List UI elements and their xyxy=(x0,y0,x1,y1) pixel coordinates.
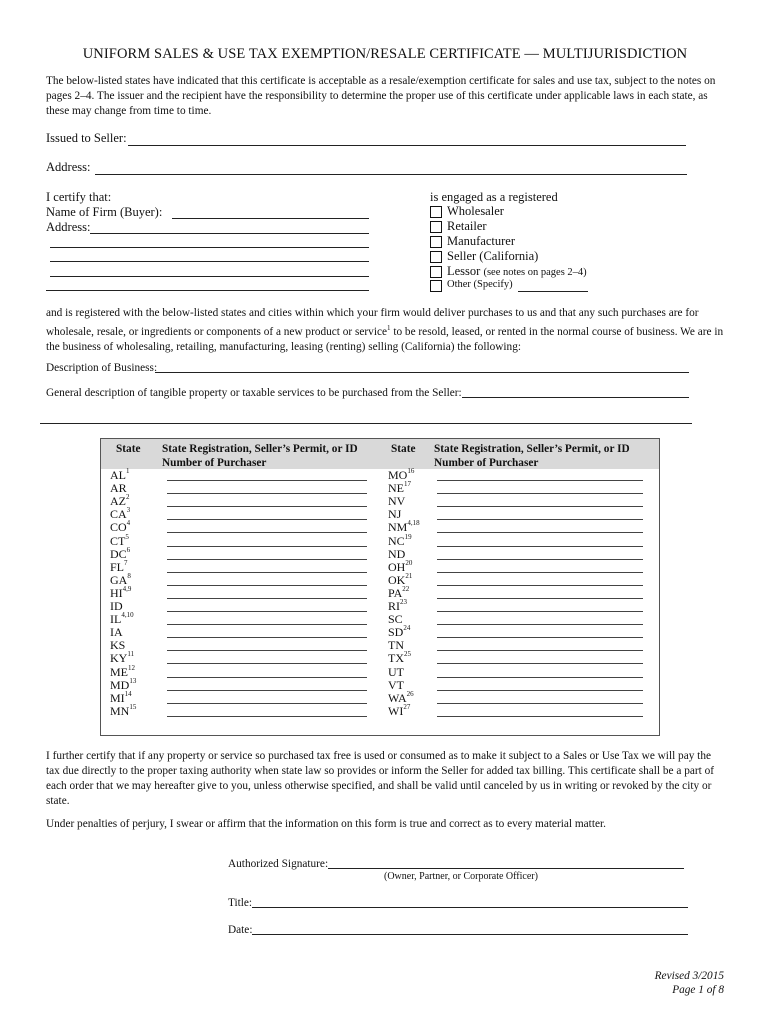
state-code-ca: $CA^3$ xyxy=(110,506,131,522)
revised-date: Revised 3/2015 xyxy=(654,970,724,982)
state-footnote: 16 xyxy=(407,467,415,475)
state-footnote: 27 xyxy=(403,702,411,711)
intro-paragraph: The below-listed states have indicated that this certificate is acceptable as a resale/exemption certificate for sales and use tax, subject to the notes on pages 2–4. The issuer and the recipient have the responsibility to determine the proper use of this certificate under applicable laws in each state, as these may change from time to time. xyxy=(46,75,716,117)
state-footnote: 25 xyxy=(404,650,411,659)
registration-number-field-ut[interactable] xyxy=(437,677,643,678)
lessor-text: Lessor xyxy=(447,264,481,278)
state-footnote: 24 xyxy=(403,624,411,633)
signature-field[interactable] xyxy=(328,868,684,869)
registration-number-field-nj[interactable] xyxy=(437,519,643,520)
registration-number-field-md[interactable] xyxy=(167,690,367,691)
registration-number-field-hi[interactable] xyxy=(167,598,367,599)
date-field[interactable] xyxy=(252,934,688,935)
state-footnote: 4,18 xyxy=(407,519,420,528)
description-label: Description of Business: xyxy=(46,362,158,374)
registration-number-field-ks[interactable] xyxy=(167,650,367,651)
registration-number-field-ky[interactable] xyxy=(167,663,367,664)
state-code-ar: AR xyxy=(110,481,127,496)
registration-number-field-ca[interactable] xyxy=(167,519,367,520)
state-footnote: 3 xyxy=(126,506,131,515)
state-code-mo: MO$^{16}$ xyxy=(388,467,415,482)
registration-number-field-id[interactable] xyxy=(167,611,367,612)
title-field[interactable] xyxy=(252,907,688,908)
other-specify-field[interactable] xyxy=(518,291,588,292)
state-footnote: 7 xyxy=(124,558,128,567)
state-code-nv: NV xyxy=(388,494,406,509)
state-code-nj: NJ xyxy=(388,507,402,522)
state-footnote: 5 xyxy=(125,532,129,541)
retailer-checkbox[interactable] xyxy=(430,221,442,233)
state-code-tx: TX$^{25}$ xyxy=(388,650,411,666)
certify-label: I certify that: xyxy=(46,190,112,204)
state-code-hi: HI$^{4,9}$ xyxy=(110,584,132,600)
state-code-me: ME$^{12}$ xyxy=(110,663,135,679)
lessor-note: (see notes on pages 2–4) xyxy=(483,267,587,278)
col-state-right: State xyxy=(391,443,416,455)
buyer-address-field-3[interactable] xyxy=(50,261,369,262)
registration-number-field-nm[interactable] xyxy=(437,532,643,533)
state-footnote: 23 xyxy=(400,598,407,606)
buyer-address-label: Address: xyxy=(46,220,91,234)
state-code-tn: TN xyxy=(388,638,404,653)
registration-number-field-az[interactable] xyxy=(167,506,367,507)
col-registration-right: State Registration, Seller’s Permit, or ID Number of Purchaser xyxy=(434,443,630,469)
state-code-il: IL$^{4,10}$ xyxy=(110,611,134,627)
form-title: UNIFORM SALES & USE TAX EXEMPTION/RESALE CERTIFICATE — MULTIJURISDICTION xyxy=(82,46,688,62)
buyer-address-field-5[interactable] xyxy=(46,290,369,291)
firm-name-field[interactable] xyxy=(172,218,369,219)
state-footnote: 4 xyxy=(126,519,131,528)
lessor-checkbox[interactable] xyxy=(430,266,442,278)
seller-california-checkbox[interactable] xyxy=(430,251,442,263)
certification-paragraph: I further certify that if any property or service so purchased tax free is used or consumed as to make it subject to a Sales or Use Tax we will pay the tax due directly to the proper taxing authority when state law so provides or inform the Seller for added tax billing. This certificate shall be a part of each order that we may hereafter give to you, unless otherwise specified, and shall be valid until canceled by us in writing or revoked by the city or state. xyxy=(46,750,714,807)
state-footnote: 12 xyxy=(128,663,135,672)
registration-number-field-nc[interactable] xyxy=(437,546,643,547)
state-code-nc: NC$^{19}$ xyxy=(388,532,412,548)
registration-number-field-ne[interactable] xyxy=(437,493,643,494)
state-footnote: 26 xyxy=(406,689,414,698)
retailer-label: Retailer xyxy=(447,219,487,233)
state-footnote: 11 xyxy=(127,650,135,659)
state-code-wa: WA$^{26}$ xyxy=(388,689,414,705)
state-code-sc: SC xyxy=(388,612,403,627)
seller-address-field[interactable] xyxy=(95,174,687,175)
state-footnote: 2 xyxy=(126,493,130,502)
state-code-mn: MN$^{15}$ xyxy=(110,702,137,718)
registration-paragraph: and is registered with the below-listed states and cities within which your firm would deliver purchases to us and that any such purchases are for wholesale, resale, or ingredients or components of a new product or service$^1$ to be resold, leased, or rented in the normal course of business. We are in the business of wholesaling, retailing, manufacturing, leasing (renting) selling (California) the following: xyxy=(46,307,724,353)
registration-number-field-ar[interactable] xyxy=(167,493,367,494)
state-code-ga: $GA^8$ xyxy=(110,571,131,587)
registration-number-field-mn[interactable] xyxy=(167,716,367,717)
registration-number-field-nv[interactable] xyxy=(437,506,643,507)
registration-number-field-tx[interactable] xyxy=(437,663,643,664)
state-footnote: 1 xyxy=(126,467,130,475)
state-code-co: $CO^4$ xyxy=(110,519,131,535)
state-footnote: 14 xyxy=(124,689,132,698)
state-footnote: 19 xyxy=(404,532,412,541)
state-footnote: 21 xyxy=(405,571,413,580)
description-field[interactable] xyxy=(155,372,689,373)
registration-number-field-mi[interactable] xyxy=(167,703,367,704)
registration-number-field-co[interactable] xyxy=(167,532,367,533)
registration-number-field-wa[interactable] xyxy=(437,703,643,704)
signature-label: Authorized Signature: xyxy=(228,858,329,870)
state-footnote: 4,9 xyxy=(122,584,132,593)
date-label: Date: xyxy=(228,924,253,936)
registration-number-field-wi[interactable] xyxy=(437,716,643,717)
state-code-ks: KS xyxy=(110,638,126,653)
state-footnote: 4,10 xyxy=(121,611,134,620)
state-footnote: 15 xyxy=(129,702,137,711)
general-description-field[interactable] xyxy=(462,397,689,398)
registration-number-field-me[interactable] xyxy=(167,677,367,678)
footnote-1: 1 xyxy=(387,324,391,332)
registration-number-field-ga[interactable] xyxy=(167,585,367,586)
state-code-ut: UT xyxy=(388,664,404,679)
firm-name-label: Name of Firm (Buyer): xyxy=(46,205,163,219)
state-code-ok: OK$^{21}$ xyxy=(388,571,413,587)
issued-to-seller-field[interactable] xyxy=(128,145,686,146)
manufacturer-label: Manufacturer xyxy=(447,234,516,248)
state-code-nd: ND xyxy=(388,546,406,561)
seller-california-label: Seller (California) xyxy=(447,249,539,263)
registration-heading: is engaged as a registered xyxy=(430,190,558,204)
state-code-ct: $CT^5$ xyxy=(110,532,129,548)
registration-number-field-oh[interactable] xyxy=(437,572,643,573)
state-code-wi: WI$^{27}$ xyxy=(388,702,411,718)
registration-number-field-fl[interactable] xyxy=(167,572,367,573)
title-label: Title: xyxy=(228,897,253,909)
registration-number-field-il[interactable] xyxy=(167,624,367,625)
registration-number-field-ct[interactable] xyxy=(167,546,367,547)
state-code-az: $AZ^2$ xyxy=(110,493,130,509)
state-code-ia: IA xyxy=(110,625,123,640)
registration-number-field-sc[interactable] xyxy=(437,624,643,625)
registration-number-field-tn[interactable] xyxy=(437,650,643,651)
registration-number-field-vt[interactable] xyxy=(437,690,643,691)
state-code-mi: MI$^{14}$ xyxy=(110,689,132,705)
general-description-field-2[interactable] xyxy=(40,423,692,424)
state-footnote: 8 xyxy=(127,571,131,580)
state-footnote: 20 xyxy=(405,558,413,567)
registration-number-field-ok[interactable] xyxy=(437,585,643,586)
state-footnote: 13 xyxy=(129,676,137,685)
state-code-sd: SD$^{24}$ xyxy=(388,624,411,640)
state-code-md: MD$^{13}$ xyxy=(110,676,137,692)
state-code-ky: KY$^{11}$ xyxy=(110,650,135,666)
registration-number-field-al[interactable] xyxy=(167,480,367,481)
state-code-id: ID xyxy=(110,599,123,613)
state-code-al: $AL^1$ xyxy=(110,467,130,482)
col-registration-left: State Registration, Seller’s Permit, or ID Number of Purchaser xyxy=(162,443,358,469)
general-description-label: General description of tangible property or taxable services to be purchased from the Seller: xyxy=(46,387,462,399)
state-code-pa: PA$^{22}$ xyxy=(388,584,410,600)
registration-number-field-nd[interactable] xyxy=(437,559,643,560)
registration-number-field-dc[interactable] xyxy=(167,559,367,560)
registration-number-field-ia[interactable] xyxy=(167,637,367,638)
buyer-address-field-4[interactable] xyxy=(50,276,369,277)
manufacturer-checkbox[interactable] xyxy=(430,236,442,248)
other-label: Other (Specify) xyxy=(447,279,513,290)
state-footnote: 6 xyxy=(126,545,131,554)
wholesaler-checkbox[interactable] xyxy=(430,206,442,218)
state-code-oh: OH$^{20}$ xyxy=(388,558,413,574)
state-footnote: 22 xyxy=(402,584,410,593)
other-checkbox[interactable] xyxy=(430,280,442,292)
col-state-left: State xyxy=(116,443,141,455)
registration-number-field-mo[interactable] xyxy=(437,480,643,481)
state-footnote: 17 xyxy=(404,480,411,489)
buyer-address-field-1[interactable] xyxy=(90,233,369,234)
state-code-dc: $DC^6$ xyxy=(110,545,131,561)
buyer-address-field-2[interactable] xyxy=(50,247,369,248)
issued-to-seller-label: Issued to Seller: xyxy=(46,131,127,145)
lessor-label xyxy=(447,264,587,279)
signature-note: (Owner, Partner, or Corporate Officer) xyxy=(384,871,538,882)
seller-address-label: Address: xyxy=(46,160,91,174)
perjury-statement: Under penalties of perjury, I swear or affirm that the information on this form is true and correct as to every material matter. xyxy=(46,818,606,830)
state-code-ne: NE$^{17}$ xyxy=(388,480,411,496)
state-code-fl: $FL^7$ xyxy=(110,558,128,574)
state-registration-table xyxy=(100,438,660,736)
registration-number-field-sd[interactable] xyxy=(437,637,643,638)
registration-number-field-ri[interactable] xyxy=(437,611,643,612)
state-code-ri: RI$^{23}$ xyxy=(388,598,407,613)
state-code-vt: VT xyxy=(388,677,404,692)
page-number: Page 1 of 8 xyxy=(672,984,724,996)
state-code-nm: NM$^{4,18}$ xyxy=(388,519,420,535)
registration-number-field-pa[interactable] xyxy=(437,598,643,599)
wholesaler-label: Wholesaler xyxy=(447,204,504,218)
